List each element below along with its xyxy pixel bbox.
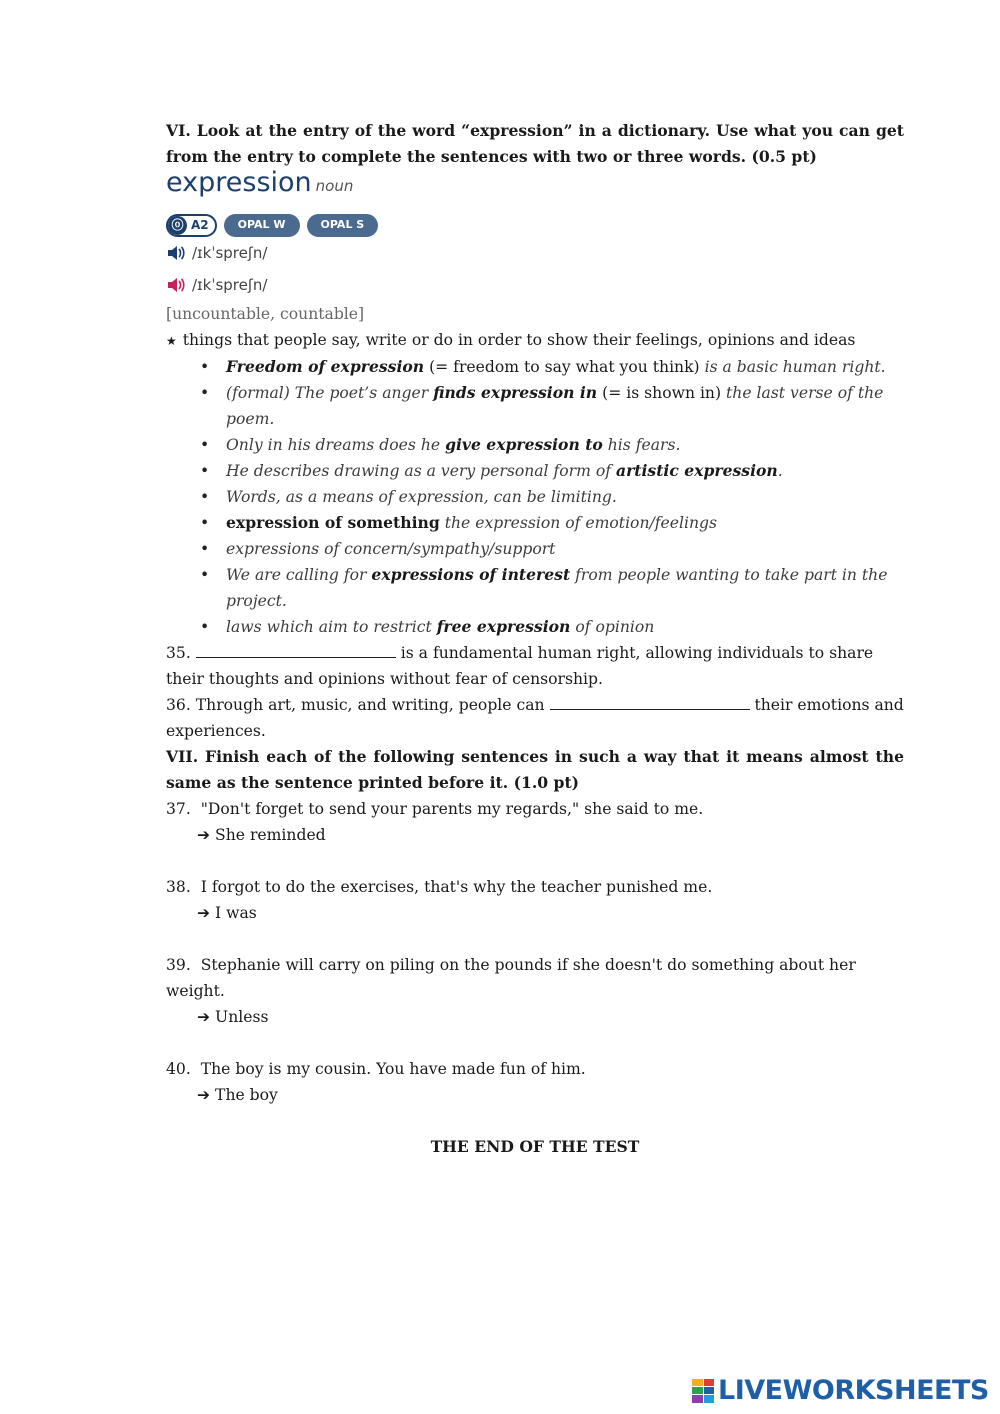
question-35-text: is a fundamental human right, allowing individuals to share their thoughts and opinions without fear of censorship. <box>166 644 874 688</box>
arrow-right-icon: ➔ <box>197 904 211 922</box>
example-bold: free expression <box>436 617 571 636</box>
example-bold: Freedom of expression <box>226 357 425 376</box>
example-italic: is a basic human right. <box>704 358 886 376</box>
liveworksheets-logo[interactable] <box>692 1375 989 1406</box>
example-italic: . <box>777 462 783 480</box>
answer-line-38[interactable] <box>166 900 904 926</box>
example-plain: (= is shown in) <box>597 384 727 402</box>
example-italic: laws which aim to restrict <box>226 618 437 636</box>
section-6-heading: VI. Look at the entry of the word “expression” in a dictionary. Use what you can get from the entry to complete the sentences with two or three words. (0.5 pt) <box>166 121 904 166</box>
question-37-stem <box>166 796 904 822</box>
question-38 <box>166 874 904 926</box>
question-36-text-after: their emotions and experiences. <box>166 696 904 740</box>
example-italic: He describes drawing as a very personal form of <box>226 462 616 480</box>
question-36 <box>166 692 904 744</box>
answer-blank-35[interactable] <box>196 643 396 658</box>
example-italic: (formal) The poet’s anger <box>226 384 434 402</box>
answer-blank-36[interactable] <box>550 695 750 710</box>
question-text: I forgot to do the exercises, that's why the teacher punished me. <box>200 878 713 896</box>
answer-prompt: Unless <box>215 1008 269 1026</box>
question-number: 40. <box>166 1060 191 1078</box>
level-badge-label: A2 <box>191 218 209 232</box>
example-italic: the expression of emotion/feelings <box>439 514 717 532</box>
section-7-heading: VII. Finish each of the following sentences in such a way that it means almost the same as the sentence printed before it. (1.0 pt) <box>166 747 904 792</box>
example-item <box>226 354 904 380</box>
question-text: Stephanie will carry on piling on the pounds if she doesn't do something about her weight. <box>166 956 856 1000</box>
example-italic: Words, as a means of expression, can be limiting. <box>226 488 617 506</box>
star-icon: ★ <box>166 334 177 348</box>
answer-line-39[interactable] <box>166 1004 904 1030</box>
example-italic: We are calling for <box>226 566 372 584</box>
example-bold: expressions of interest <box>371 565 571 584</box>
question-text: "Don't forget to send your parents my regards," she said to me. <box>200 800 704 818</box>
example-italic: from people wanting to take part in the project. <box>226 566 888 610</box>
definition-text: things that people say, write or do in order to show their feelings, opinions and ideas <box>182 331 856 349</box>
grammar-label: [uncountable, countable] <box>166 305 365 323</box>
example-list <box>166 354 904 640</box>
answer-line-37[interactable] <box>166 822 904 848</box>
example-item <box>226 536 904 562</box>
question-number: 38. <box>166 878 191 896</box>
question-number: 37. <box>166 800 191 818</box>
question-text: The boy is my cousin. You have made fun of him. <box>200 1060 586 1078</box>
example-item <box>226 432 904 458</box>
worksheet-page <box>166 118 904 1160</box>
answer-prompt: I was <box>215 904 257 922</box>
badge-row <box>166 213 904 237</box>
example-bold: finds expression in <box>433 383 598 402</box>
definition <box>166 327 904 354</box>
question-39-stem <box>166 952 904 1004</box>
dictionary-entry <box>166 168 904 640</box>
opal-s-badge: OPAL S <box>307 214 379 237</box>
arrow-right-icon: ➔ <box>197 1086 211 1104</box>
example-item <box>226 510 904 536</box>
pronunciation-uk <box>166 237 904 269</box>
question-40-stem <box>166 1056 904 1082</box>
example-plain: (= freedom to say what you think) <box>424 358 705 376</box>
example-item <box>226 484 904 510</box>
example-italic: Only in his dreams does he <box>226 436 446 454</box>
example-bold: expression of something <box>226 513 440 532</box>
example-item <box>226 614 904 640</box>
question-35-number: 35. <box>166 644 191 662</box>
example-italic: of opinion <box>570 618 655 636</box>
opal-w-badge: OPAL W <box>224 214 300 237</box>
example-item <box>226 562 904 614</box>
answer-prompt: The boy <box>215 1086 278 1104</box>
example-bold: artistic expression <box>615 461 778 480</box>
question-36-text-before: 36. Through art, music, and writing, people can <box>166 696 550 714</box>
question-38-stem <box>166 874 904 900</box>
level-badge <box>166 214 217 237</box>
question-39 <box>166 952 904 1030</box>
example-bold: give expression to <box>445 435 603 454</box>
pronunciation-us-text: /ɪkˈspreʃn/ <box>192 276 268 294</box>
logo-text: LIVEWORKSHEETS <box>718 1375 989 1406</box>
question-number: 39. <box>166 956 191 974</box>
oxford-icon: ⓞ <box>168 216 187 235</box>
speaker-uk-icon[interactable] <box>166 244 186 262</box>
headword-text: expression <box>166 167 312 198</box>
example-italic: his fears. <box>602 436 681 454</box>
liveworksheets-mark-icon <box>692 1379 714 1403</box>
headword <box>166 168 904 201</box>
pronunciation-uk-text: /ɪkˈspreʃn/ <box>192 244 268 262</box>
question-35 <box>166 640 904 692</box>
end-of-test-label: THE END OF THE TEST <box>430 1137 640 1156</box>
question-40 <box>166 1056 904 1108</box>
arrow-right-icon: ➔ <box>197 1008 211 1026</box>
example-item <box>226 380 904 432</box>
answer-line-40[interactable] <box>166 1082 904 1108</box>
example-italic: the last verse of the poem. <box>226 384 884 428</box>
arrow-right-icon: ➔ <box>197 826 211 844</box>
example-italic: expressions of concern/sympathy/support <box>226 540 556 558</box>
speaker-us-icon[interactable] <box>166 276 186 294</box>
pronunciation-us <box>166 269 904 301</box>
part-of-speech: noun <box>315 177 354 195</box>
answer-prompt: She reminded <box>215 826 326 844</box>
example-item <box>226 458 904 484</box>
question-37 <box>166 796 904 848</box>
